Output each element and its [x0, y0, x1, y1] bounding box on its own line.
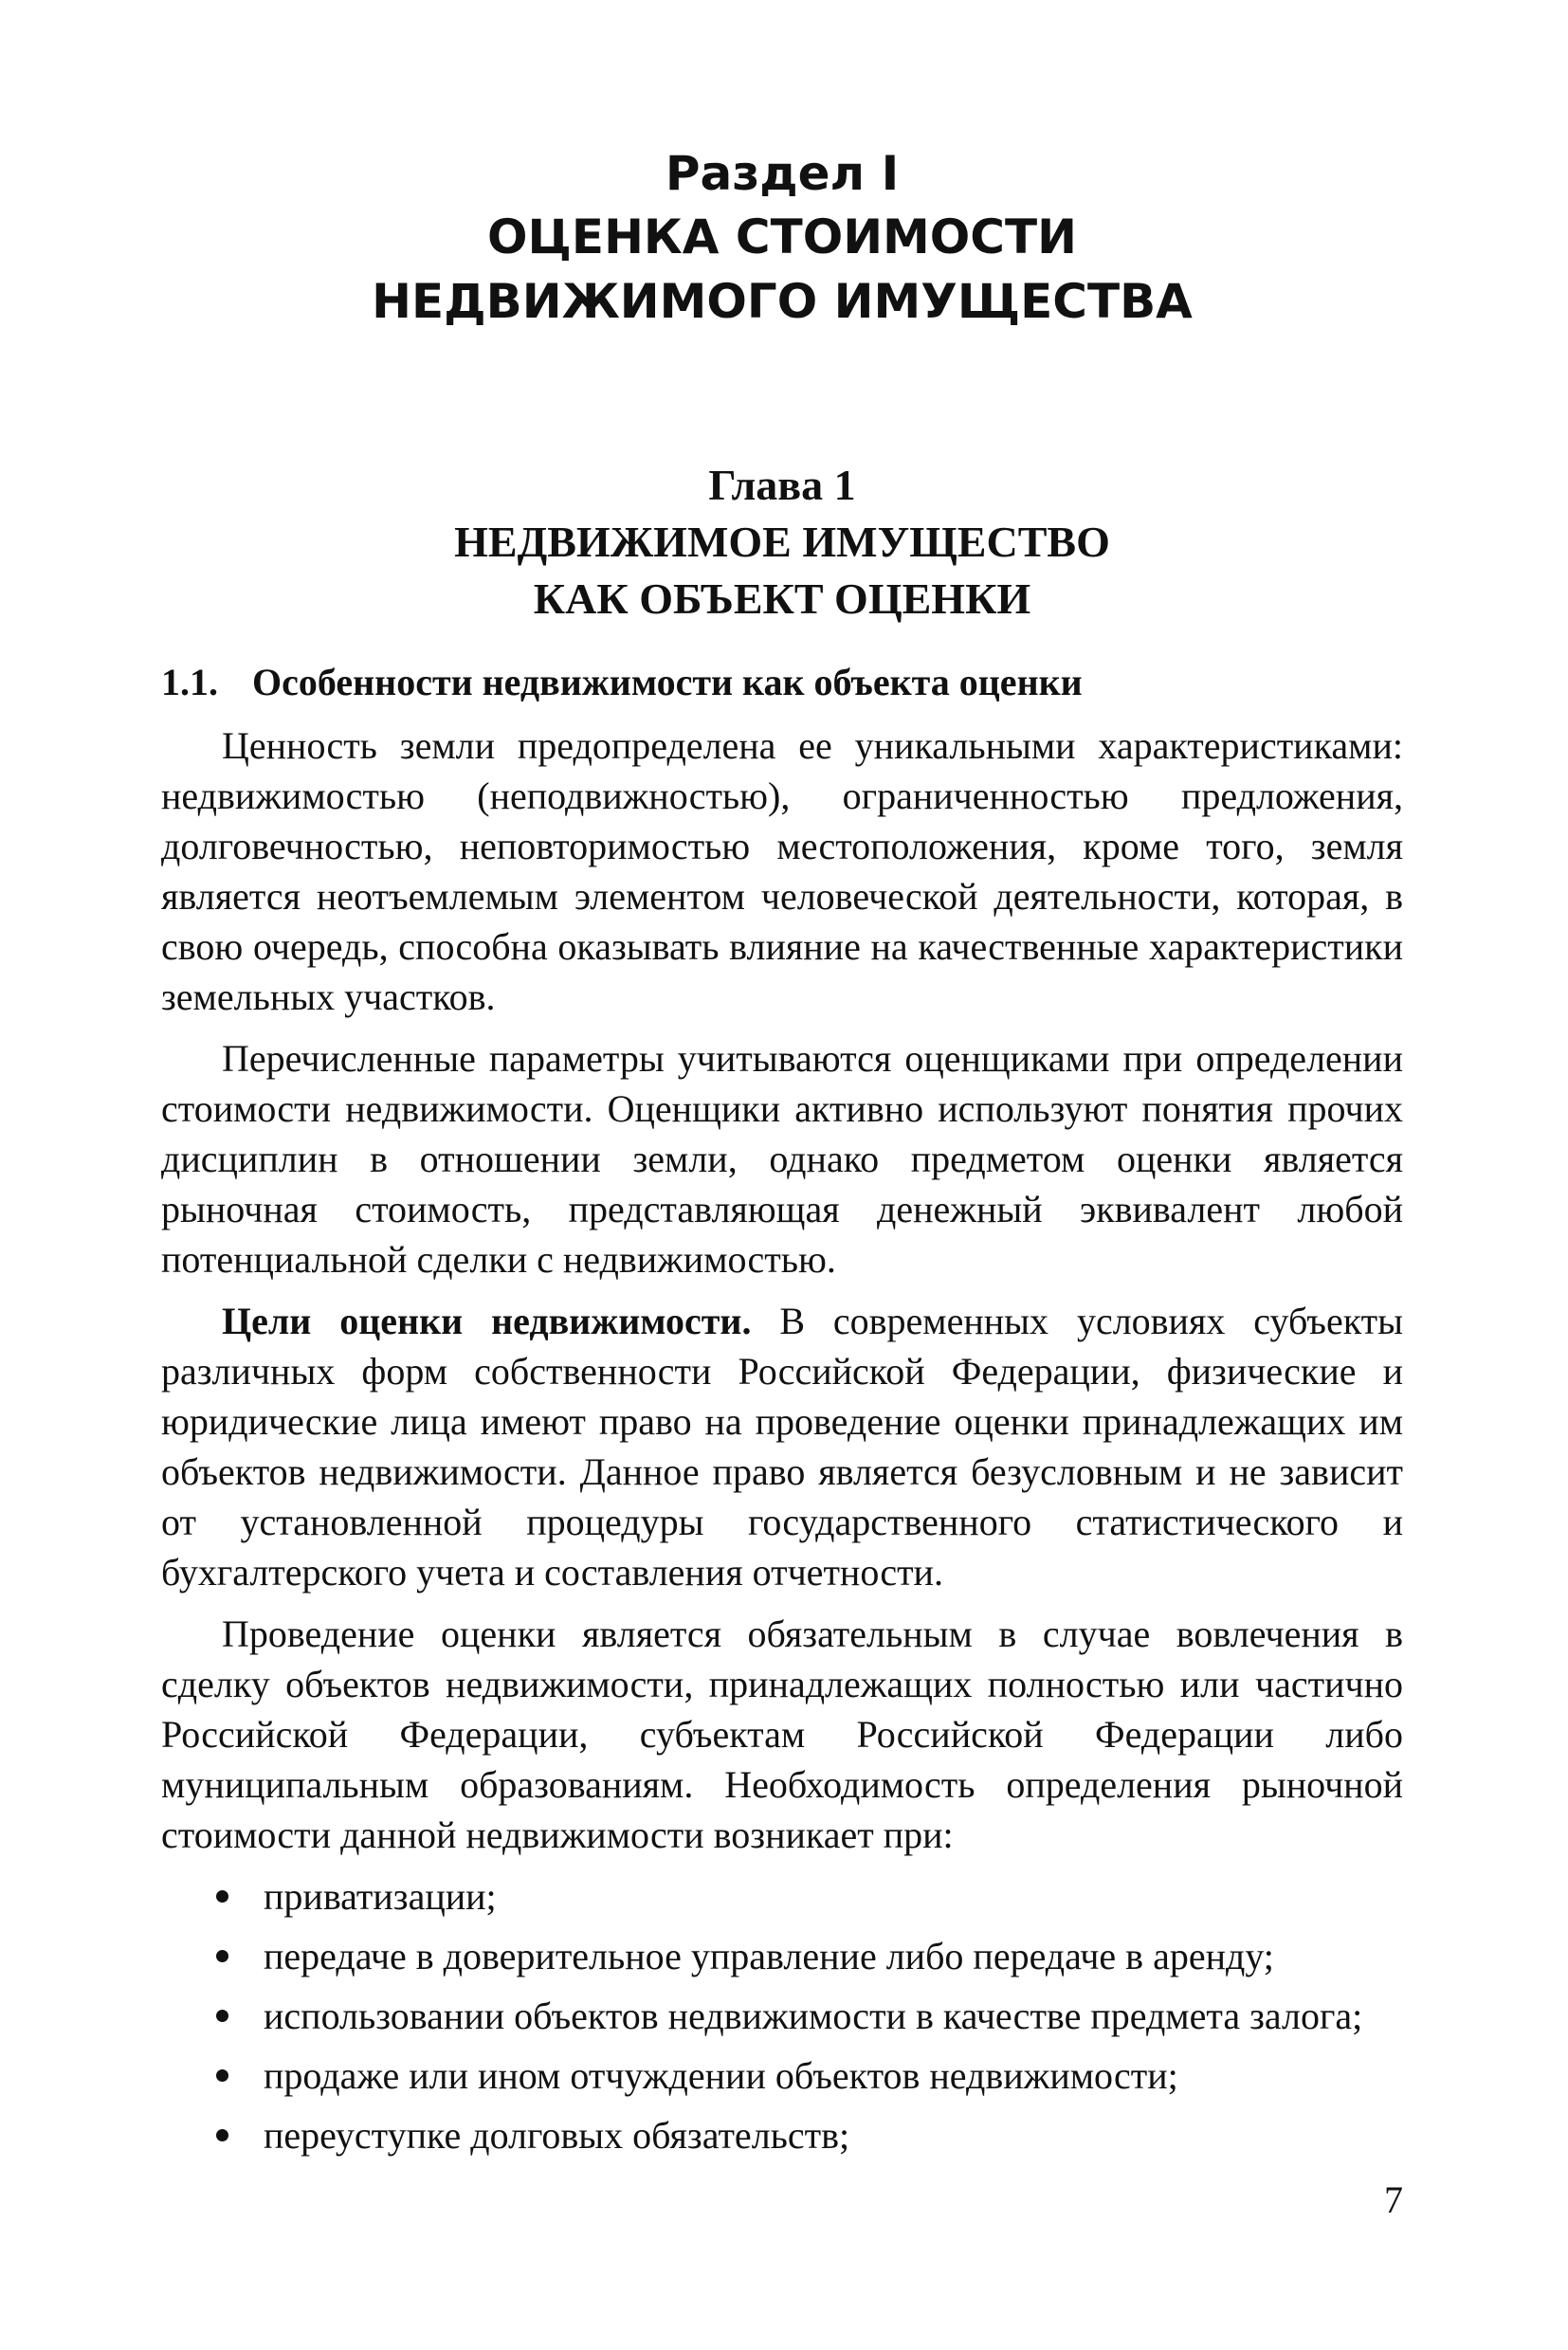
section-title-line-2: НЕДВИЖИМОГО ИМУЩЕСТВА [372, 274, 1193, 329]
chapter-heading [161, 457, 1403, 628]
bullet-icon [216, 2010, 228, 2022]
list-item [203, 2110, 1403, 2160]
section-heading [161, 142, 1403, 334]
bullet-icon [216, 1950, 228, 1962]
subsection-title: Особенности недвижимости как объекта оценки [252, 661, 1083, 703]
list-item-text: приватизации; [264, 1875, 497, 1918]
paragraph-3 [161, 1296, 1403, 1597]
section-label: Раздел I [665, 146, 900, 201]
bullet-icon [216, 2069, 228, 2082]
list-item [203, 1931, 1403, 1981]
subsection-number: 1.1. [161, 661, 218, 703]
list-item [203, 1991, 1403, 2041]
chapter-title-line-1: НЕДВИЖИМОЕ ИМУЩЕСТВО [454, 518, 1110, 566]
book-page [161, 142, 1403, 2170]
bullet-list [161, 1871, 1403, 2160]
list-item [203, 1871, 1403, 1922]
list-item-text: продаже или ином отчуждении объектов недвижимости; [264, 2054, 1178, 2097]
paragraph-4: Проведение оценки является обязательным в случае вовлечения в сделку объектов недвижимости, принадлежащих полностью или частично Российской Федерации, субъектам Российской Федерации либо муниципальным образованиям. Необходимость определения рыночной стоимости данной недвижимости возникает при: [161, 1612, 1403, 1856]
list-item-text: использовании объектов недвижимости в качестве предмета залога; [264, 1995, 1363, 2037]
list-item-text: переуступке долговых обязательств; [264, 2114, 850, 2157]
bullet-icon [216, 1890, 228, 1903]
chapter-label: Глава 1 [708, 461, 856, 509]
subsection-heading [161, 656, 1403, 709]
section-title-line-1: ОЦЕНКА СТОИМОСТИ [487, 209, 1077, 264]
paragraph-1: Ценность земли предопределена ее уникальными характеристиками: недвижимостью (неподвижностью), ограниченностью предложения, долговечностью, неповторимостью местоположения, кроме того, земля является неотъемлемым элементом человеческой деятельности, которая, в свою очередь, способна оказывать влияние на качественные характеристики земельных участков. [161, 724, 1403, 1018]
paragraph-3-text: В современных условиях субъекты различных форм собственности Российской Федерации, физические и юридические лица имеют право на проведение оценки принадлежащих им объектов недвижимости. Данное право является безусловным и не зависит от установленной процедуры государственного статистического и бухгалтерского учета и составления отчетности. [161, 1300, 1403, 1594]
paragraph-2: Перечисленные параметры учитываются оценщиками при определении стоимости недвижимости. Оценщики активно используют понятия прочих дисциплин в отношении земли, однако предметом оценки является рыночная стоимость, представляющая денежный эквивалент любой потенциальной сделки с недвижимостью. [161, 1037, 1403, 1281]
bullet-icon [216, 2129, 228, 2141]
list-item [203, 2050, 1403, 2101]
paragraph-3-lead: Цели оценки недвижимости. [222, 1300, 752, 1342]
page-number: 7 [1384, 2178, 1403, 2221]
chapter-title-line-2: КАК ОБЪЕКТ ОЦЕНКИ [533, 574, 1031, 623]
list-item-text: передаче в доверительное управление либо передаче в аренду; [264, 1935, 1274, 1977]
